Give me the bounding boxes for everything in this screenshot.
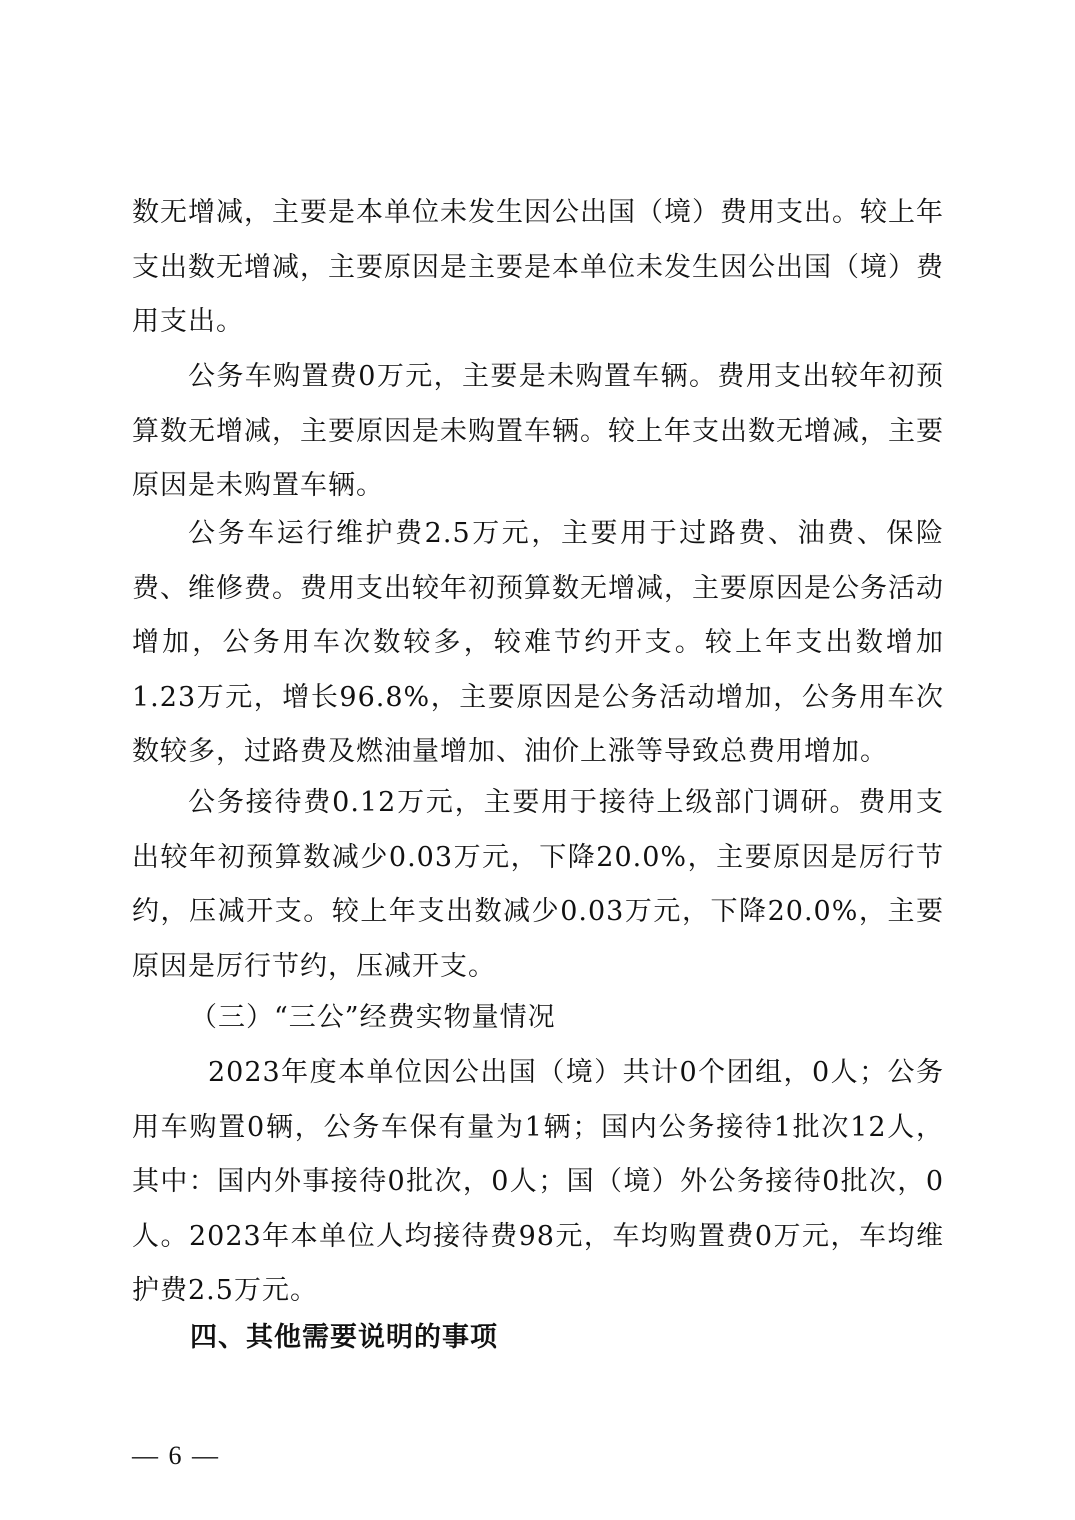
paragraph-vehicle-purchase: 公务车购置费0万元，主要是未购置车辆。费用支出较年初预算数无增减，主要原因是未购置车辆。较上年支出数无增减，主要原因是未购置车辆。 (132, 361, 944, 501)
paragraph-vehicle-operation: 公务车运行维护费2.5万元，主要用于过路费、油费、保险费、维修费。费用支出较年初预算数无增减，主要原因是公务活动增加，公务用车次数较多，较难节约开支。较上年支出数增加1.23万元，增长96.8%，主要原因是公务活动增加，公务用车次数较多，过路费及燃油量增加、油价上涨等导致总费用增加。 (132, 518, 944, 767)
paragraph-overseas-continuation: 数无增减，主要是本单位未发生因公出国（境）费用支出。较上年支出数无增减，主要原因是主要是本单位未发生因公出国（境）费用支出。 (132, 197, 944, 337)
page-number: — 6 — (132, 1441, 220, 1470)
subheading-three-public-quantities: （三）“三公”经费实物量情况 (190, 1002, 556, 1033)
paragraph-physical-quantity: 2023年度本单位因公出国（境）共计0个团组，0人；公务用车购置0辆，公务车保有量为1辆；国内公务接待1批次12人，其中：国内外事接待0批次，0人；国（境）外公务接待0批次，0人。2023年本单位人均接待费98元，车均购置费0万元，车均维护费2.5万元。 (132, 1057, 944, 1306)
section-heading-other-matters: 四、其他需要说明的事项 (190, 1322, 498, 1353)
paragraph-reception: 公务接待费0.12万元，主要用于接待上级部门调研。费用支出较年初预算数减少0.03万元，下降20.0%，主要原因是厉行节约，压减开支。较上年支出数减少0.03万元，下降20.0%，主要原因是厉行节约，压减开支。 (132, 787, 944, 982)
